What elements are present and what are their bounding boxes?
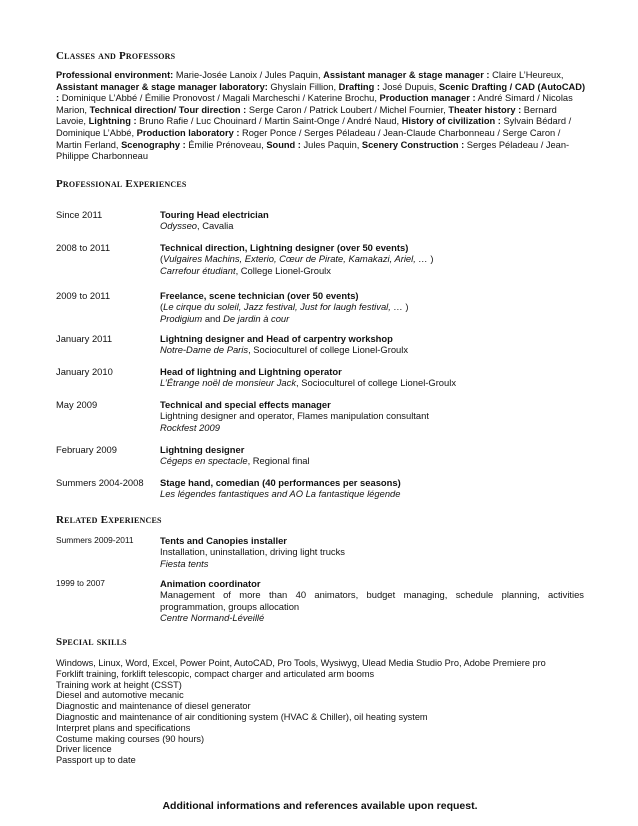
special-skills-list (56, 658, 586, 766)
course-label: Professional environment: (56, 70, 174, 80)
course-label: Scenery Construction : (361, 139, 465, 150)
entry-line: Centre Normand-Léveillé (160, 612, 265, 624)
entry-line (160, 455, 584, 466)
entry-date: February 2009 (56, 444, 117, 455)
entry-text: ( (160, 253, 164, 265)
entry-date: 1999 to 2007 (56, 578, 105, 588)
entry-title: Head of lightning and Lightning operator (160, 366, 342, 377)
professional-experiences-heading: Professional Experiences (56, 178, 187, 190)
entry-body (160, 477, 584, 500)
entry-text: Vulgaires Machins, Exterio, Cœur de Pirate, Kamakazi, Ariel, … (163, 253, 428, 265)
entry-line (160, 377, 584, 388)
professor-names: José Dupuis, (379, 81, 439, 92)
entry-date: Summers 2004-2008 (56, 477, 144, 488)
course-label: Sound : (266, 139, 301, 150)
entry-text: Cégeps en spectacle (160, 455, 248, 467)
entry-title: Animation coordinator (160, 578, 261, 589)
skill-item: Interpret plans and specifications (56, 722, 191, 733)
skill-item: Training work at height (CSST) (56, 679, 182, 690)
course-label: Assistant manager & stage manager : (323, 70, 490, 80)
entry-text: , College Lionel-Groulx (235, 264, 331, 276)
entry-text: and (202, 312, 224, 324)
entry-line: Installation, uninstallation, driving light trucks (160, 546, 345, 558)
entry-date: January 2011 (56, 333, 113, 344)
skill-item: Diesel and automotive mecanic (56, 690, 184, 701)
course-label: Drafting : (338, 81, 380, 92)
entry-title: Technical direction, Lightning designer (over 50 events) (160, 242, 409, 253)
entry-text: Lightning designer and operator, Flames manipulation consultant (160, 410, 429, 422)
professor-names: André Simard / Nicolas Marion, (56, 93, 573, 115)
professor-names: Jules Paquin, (300, 139, 362, 150)
entry-body (160, 290, 584, 324)
footer-note: Additional informations and references available upon request. (162, 800, 478, 812)
entry-line (160, 220, 584, 231)
entry-title: Lightning designer (160, 444, 245, 455)
classes-paragraph (56, 70, 586, 163)
entry-text: L’Étrange noël de monsieur Jack (160, 377, 297, 389)
skill-item: Passport up to date (56, 755, 136, 766)
course-label: Theater history : (448, 104, 522, 115)
entry-text: Rockfest 2009 (160, 421, 220, 433)
course-label: History of civilization : (401, 116, 501, 127)
professor-names: Sylvain Bédard / Dominique L’Abbé, (56, 116, 572, 138)
professor-names: Ghyslain Fillion, (267, 81, 339, 92)
entry-title: Freelance, scene technician (over 50 events) (160, 290, 359, 301)
course-label: Production manager : (379, 93, 476, 104)
entry-line (160, 253, 584, 264)
entry-date: May 2009 (56, 399, 98, 410)
entry-text: ( (160, 301, 164, 313)
entry-line (160, 344, 584, 355)
entry-text: , Regional final (247, 455, 310, 467)
related-experiences-heading: Related Experiences (56, 514, 162, 526)
entry-line (160, 313, 584, 324)
course-label: Scenography : (121, 139, 186, 150)
entry-body (160, 242, 584, 276)
entry-text: Les légendes fantastiques and AO La fantastique légende (160, 488, 401, 500)
skill-item: Driver licence (56, 744, 112, 755)
skill-item: Diagnostic and maintenance of diesel generator (56, 701, 251, 712)
entry-date: 2008 to 2011 (56, 242, 111, 253)
professor-names: Dominique L’Abbé / Émilie Pronovost / Magali Marcheschi / Katerine Brochu, (59, 93, 380, 104)
entry-text: Le cirque du soleil, Jazz festival, Just for laugh festival, … (163, 301, 403, 313)
entry-line (160, 422, 584, 433)
entry-body (160, 333, 584, 356)
entry-text: , Socioculturel of college Lionel-Groulx (296, 377, 457, 389)
classes-heading: Classes and Professors (56, 50, 176, 62)
entry-title: Tents and Canopies installer (160, 535, 287, 546)
professor-names: Serge Caron / Patrick Loubert / Michel Fournier, (246, 104, 449, 115)
entry-line (160, 488, 584, 499)
skill-item: Windows, Linux, Word, Excel, Power Point, AutoCAD, Pro Tools, Wysiwyg, Ulead Media Studio Pro, Adobe Premiere pro (56, 658, 546, 668)
entry-title: Touring Head electrician (160, 209, 269, 220)
professor-names: Bruno Rafie / Luc Chouinard / Martin Saint-Onge / André Naud, (136, 116, 402, 127)
entry-text: Notre-Dame de Paris (160, 344, 249, 356)
entry-date: January 2010 (56, 366, 113, 377)
entry-text: ) (402, 301, 409, 313)
entry-title: Stage hand, comedian (40 performances per seasons) (160, 477, 401, 488)
entry-text: Prodigium (160, 312, 203, 324)
entry-line: Management of more than 40 animators, budget managing, schedule planning, activities programmation, groups allocation (160, 589, 584, 612)
entry-body (160, 209, 584, 232)
skill-item: Diagnostic and maintenance of air conditioning system (HVAC & Chiller), oil heating system (56, 711, 428, 722)
professor-names: Marie-Josée Lanoix / Jules Paquin, (173, 70, 324, 80)
entry-body (160, 535, 584, 569)
course-label: Production laboratory : (136, 127, 240, 138)
entry-date: Summers 2009-2011 (56, 535, 134, 545)
entry-date: 2009 to 2011 (56, 290, 111, 301)
entry-body (160, 578, 584, 624)
course-label: Technical direction/ Tour direction : (89, 104, 247, 115)
entry-text: Carrefour étudiant (160, 264, 236, 276)
entry-text: De jardin à cour (223, 312, 290, 324)
professor-names: Serges Péladeau / Jean-Philippe Charbonneau (56, 139, 570, 162)
entry-text: Odysseo (160, 220, 197, 232)
skill-item: Forklift training, forklift telescopic, compact charger and articulated arm booms (56, 668, 375, 679)
entry-body (160, 444, 584, 467)
special-skills-heading: Special skills (56, 636, 127, 648)
entry-line (160, 410, 584, 421)
entry-body (160, 366, 584, 389)
entry-text: ) (427, 253, 434, 265)
course-label: Lightning : (88, 116, 137, 127)
entry-date: Since 2011 (56, 209, 103, 220)
professor-names: Roger Ponce / Serges Péladeau / Jean-Claude Charbonneau / Serge Caron / Martin Ferland, (56, 127, 561, 150)
entry-title: Technical and special effects manager (160, 399, 331, 410)
entry-body (160, 399, 584, 433)
course-label: Assistant manager & stage manager laboratory: (56, 81, 268, 92)
entry-line (160, 265, 584, 276)
entry-line (160, 301, 584, 312)
entry-line: Fiesta tents (160, 557, 209, 569)
entry-title: Lightning designer and Head of carpentry workshop (160, 333, 393, 344)
course-label: Scenic Drafting / CAD (AutoCAD) : (56, 81, 586, 104)
professor-names: Bernard Lavoie, (56, 104, 557, 127)
professor-names: Claire L’Heureux, (489, 70, 564, 80)
professor-names: Émilie Prénoveau, (185, 139, 267, 150)
skill-item: Costume making courses (90 hours) (56, 733, 205, 744)
entry-text: , Socioculturel of college Lionel-Groulx (248, 344, 409, 356)
entry-text: , Cavalia (197, 220, 234, 232)
